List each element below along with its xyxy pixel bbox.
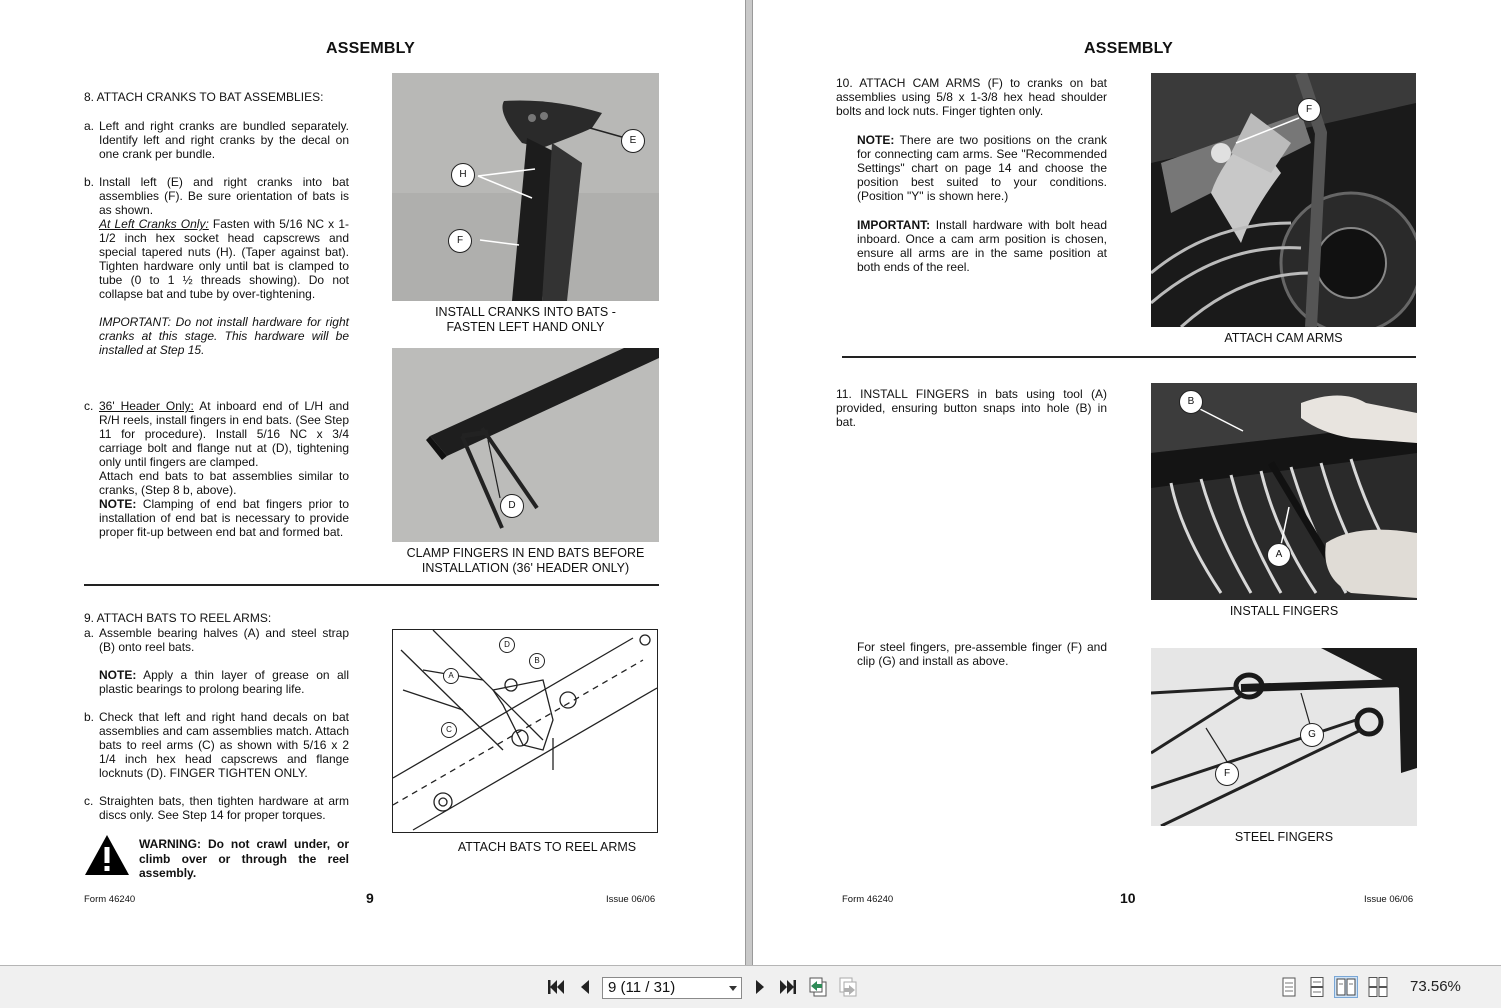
page-select-value: 9 (11 / 31) xyxy=(608,979,676,996)
page-heading: ASSEMBLY xyxy=(1084,40,1174,57)
step-9-title: 9. ATTACH BATS TO REEL ARMS: xyxy=(84,611,272,625)
figure-caption-attach-bats: ATTACH BATS TO REEL ARMS xyxy=(457,840,637,854)
figure-attach-cam-arms xyxy=(1151,73,1416,327)
footer-form: Form 46240 xyxy=(842,894,894,905)
figure-install-fingers xyxy=(1151,383,1417,600)
callout-d: D xyxy=(500,494,524,518)
step-8b-marker: b. xyxy=(84,175,95,189)
page-number: 10 xyxy=(1120,890,1136,906)
callout-f: F xyxy=(448,229,472,253)
footer-issue: Issue 06/06 xyxy=(1364,894,1414,905)
callout-f: F xyxy=(1297,98,1321,122)
callout-h: H xyxy=(451,163,475,187)
step-9c-text: Straighten bats, then tighten hardware at arm discs only. See Step 14 for proper torques. xyxy=(99,794,349,822)
chevron-down-icon xyxy=(729,986,737,991)
section-divider xyxy=(842,356,1416,358)
figure-caption-install-fingers: INSTALL FINGERS xyxy=(1229,604,1339,618)
step-9-note: NOTE: Apply a thin layer of grease on all plastic bearings to prolong bearing life. xyxy=(99,668,349,696)
pdf-page-right xyxy=(753,0,1501,965)
step-10-important: IMPORTANT: Install hardware with bolt head inboard. Once a cam arm position is chosen, ensure all arms are in the same position at both ends of the reel. xyxy=(857,218,1107,274)
single-page-icon[interactable] xyxy=(1277,976,1301,998)
warning-icon xyxy=(84,834,130,876)
figure-caption-steel-fingers: STEEL FINGERS xyxy=(1234,830,1334,844)
callout-c: C xyxy=(441,722,457,738)
callout-b: B xyxy=(529,653,545,669)
step-8c-marker: c. xyxy=(84,399,94,413)
section-divider xyxy=(84,584,659,586)
step-8-title: 8. ATTACH CRANKS TO BAT ASSEMBLIES: xyxy=(84,90,324,104)
last-page-icon[interactable] xyxy=(776,976,800,998)
page-number: 9 xyxy=(366,890,374,906)
callout-e: E xyxy=(621,129,645,153)
figure-install-cranks xyxy=(392,73,659,301)
steel-fingers-text: For steel fingers, pre-assemble finger (F) and clip (G) and install as above. xyxy=(857,640,1107,668)
callout-g: G xyxy=(1300,723,1324,747)
page-gutter xyxy=(745,0,753,965)
figure-caption-cranks: INSTALL CRANKS INTO BATS - FASTEN LEFT HAND ONLY xyxy=(435,305,616,334)
step-9c-marker: c. xyxy=(84,794,94,808)
step-8b-text: Install left (E) and right cranks into bat assemblies (F). Be sure orientation of bats is as shown. At Left Cranks Only: Fasten with 5/16 NC x 1-1/2 inch hex socket head capscrews and special tapered nuts (H). (Taper against bat). Tighten hardware only until bat is clamped to tube (0 to 1 ½ threads showing). Do not collapse bat and tube by over-tightening. xyxy=(99,175,349,301)
step-11-text: 11. INSTALL FINGERS in bats using tool (A) provided, ensuring button snaps into hole (B) in bat. xyxy=(836,387,1107,429)
step-9a-text: Assemble bearing halves (A) and steel strap (B) onto reel bats. xyxy=(99,626,349,654)
page-heading: ASSEMBLY xyxy=(326,40,416,57)
next-page-icon[interactable] xyxy=(748,976,772,998)
step-10-text: 10. ATTACH CAM ARMS (F) to cranks on bat assemblies using 5/8 x 1-3/8 hex head shoulder bolts and lock nuts. Finger tighten only. xyxy=(836,76,1107,118)
first-page-icon[interactable] xyxy=(544,976,568,998)
warning-text: WARNING: Do not crawl under, or climb over or through the reel assembly. xyxy=(139,837,349,880)
callout-a: A xyxy=(1267,543,1291,567)
figure-caption-clamp: CLAMP FINGERS IN END BATS BEFORE INSTALLATION (36' HEADER ONLY) xyxy=(406,546,645,575)
callout-f: F xyxy=(1215,762,1239,786)
figure-clamp-fingers xyxy=(392,348,659,542)
step-9b-marker: b. xyxy=(84,710,95,724)
footer-form: Form 46240 xyxy=(84,894,136,905)
facing-pages-icon[interactable] xyxy=(1334,976,1358,998)
page-number-select[interactable] xyxy=(602,977,742,999)
step-10-note: NOTE: There are two positions on the crank for connecting cam arms. See "Recommended Settings" chart on page 14 and choose the position best suited to your conditions. (Position "Y" is shown here.) xyxy=(857,133,1107,203)
step-8-important: IMPORTANT: Do not install hardware for right cranks at this stage. This hardware will be installed at Step 15. xyxy=(99,315,349,357)
callout-b: B xyxy=(1179,390,1203,414)
step-8a-marker: a. xyxy=(84,119,95,133)
figure-caption-cam-arms: ATTACH CAM ARMS xyxy=(1224,331,1343,345)
next-view-icon[interactable] xyxy=(836,976,860,998)
viewer-toolbar xyxy=(0,965,1501,1008)
figure-steel-fingers xyxy=(1151,648,1417,826)
callout-a: A xyxy=(443,668,459,684)
step-9a-marker: a. xyxy=(84,626,95,640)
continuous-facing-icon[interactable] xyxy=(1366,976,1390,998)
step-8a-text: Left and right cranks are bundled separately. Identify left and right cranks by the decal on one crank per bundle. xyxy=(99,119,349,161)
step-8c-text: 36' Header Only: At inboard end of L/H and R/H reels, install fingers in end bats. (See Step 11 for procedure). Install 5/16 NC x 3/4 carriage bolt and flange nut at (D), tightening only until fingers are clamped. Attach end bats to bat assemblies similar to cranks, (Step 8 b, above). NOTE: Clamping of end bat fingers prior to installation of end bat is necessary to provide proper fit-up between end bat and formed bat. xyxy=(99,399,350,539)
footer-issue: Issue 06/06 xyxy=(606,894,656,905)
zoom-level[interactable]: 73.56% xyxy=(1410,978,1461,995)
figure-attach-bats-drawing xyxy=(392,629,658,833)
pdf-page-left xyxy=(0,0,745,965)
continuous-page-icon[interactable] xyxy=(1305,976,1329,998)
callout-d: D xyxy=(499,637,515,653)
step-9b-text: Check that left and right hand decals on bat assemblies and cam assemblies match. Attach bats to reel arms (C) as shown with 5/16 x 2 1/4 inch hex head capscrews and flange locknuts (D). FINGER TIGHTEN ONLY. xyxy=(99,710,349,780)
previous-page-icon[interactable] xyxy=(573,976,597,998)
previous-view-icon[interactable] xyxy=(806,976,830,998)
